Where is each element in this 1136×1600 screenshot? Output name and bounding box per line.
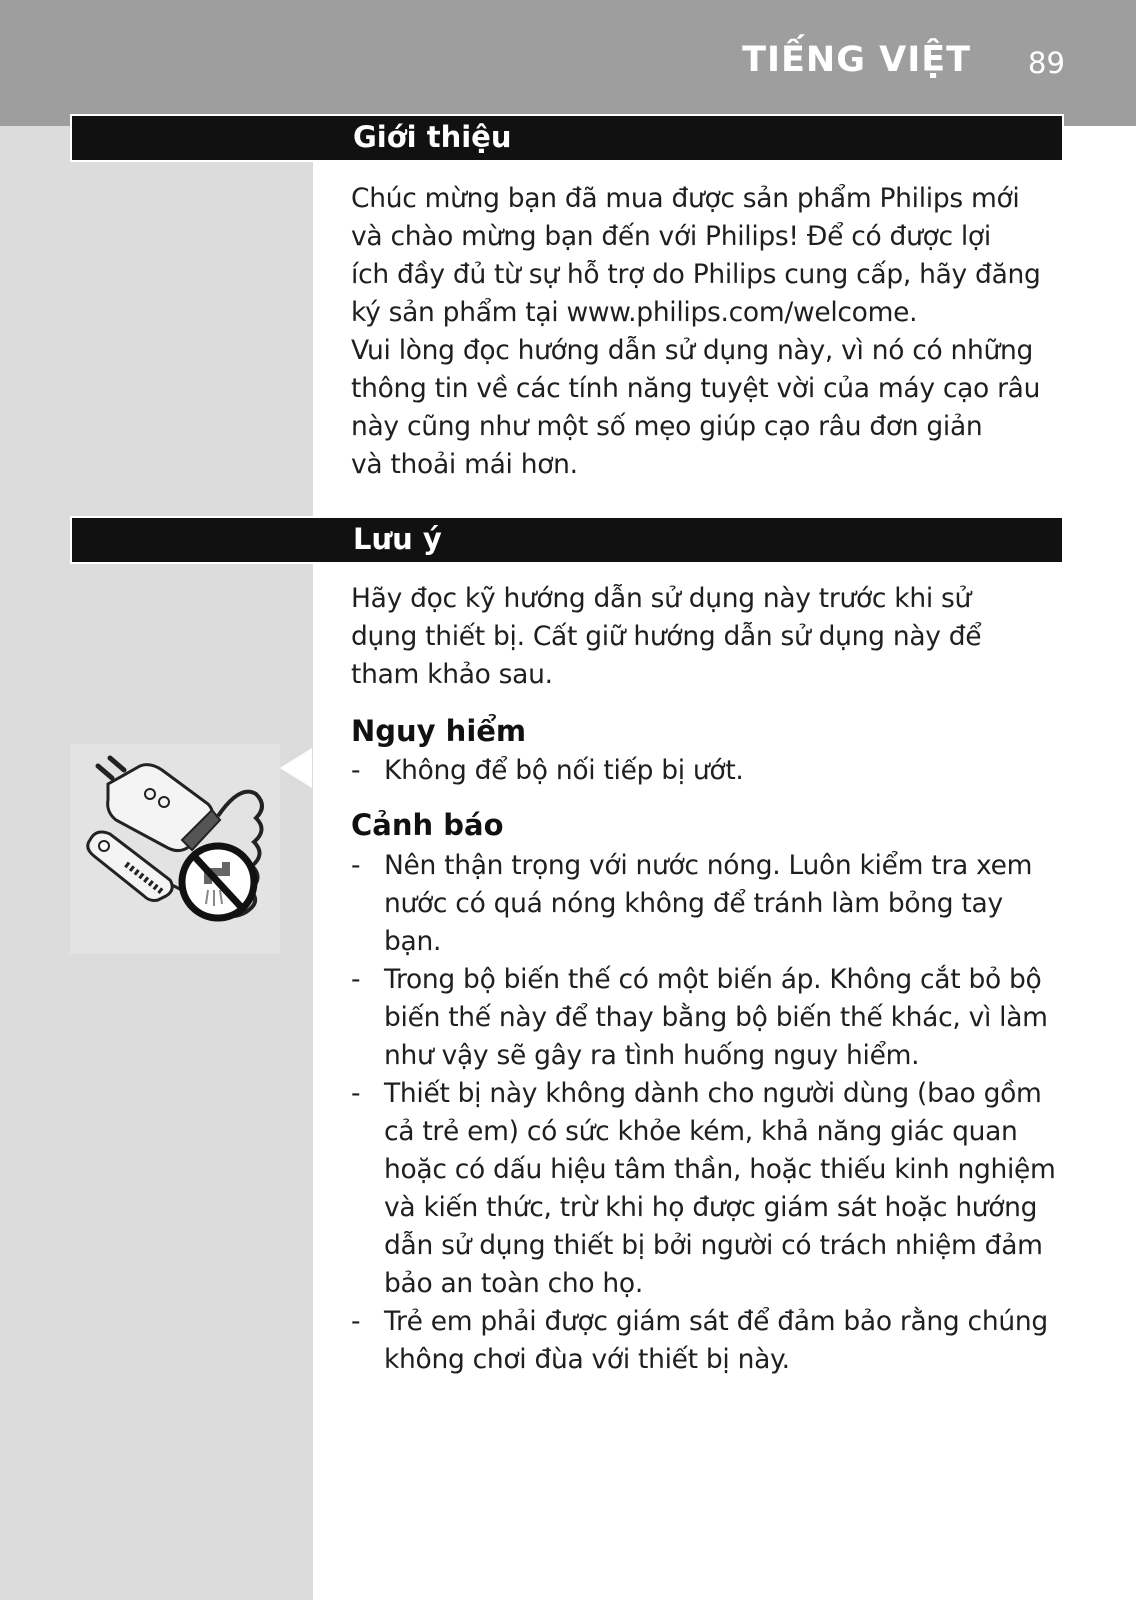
list-item-text: Không để bộ nối tiếp bị ướt. xyxy=(384,755,744,786)
text-line: Hãy đọc kỹ hướng dẫn sử dụng này trước khi sử xyxy=(351,583,972,614)
text-line: Vui lòng đọc hướng dẫn sử dụng này, vì nó có những xyxy=(351,335,1034,366)
section-bar-intro xyxy=(70,114,1064,162)
danger-list xyxy=(351,752,1066,790)
text-line: thông tin về các tính năng tuyệt vời của máy cạo râu xyxy=(351,373,1041,404)
text-line: ích đầy đủ từ sự hỗ trợ do Philips cung cấp, hãy đăng xyxy=(351,259,1041,290)
list-item-text: Nên thận trọng với nước nóng. Luôn kiểm tra xem nước có quá nóng không để tránh làm bỏng tay bạn. xyxy=(384,850,1033,957)
text-line: tham khảo sau. xyxy=(351,659,553,690)
list-item-text: Thiết bị này không dành cho người dùng (bao gồm cả trẻ em) có sức khỏe kém, khả năng giác quan hoặc có dấu hiệu tâm thần, hoặc thiếu kinh nghiệm và kiến thức, trừ khi họ được giám sát hoặc hướng dẫn sử dụng thiết bị bởi người có trách nhiệm đảm bảo an toàn cho họ. xyxy=(384,1078,1056,1299)
list-item xyxy=(351,752,1066,790)
danger-heading: Nguy hiểm xyxy=(351,714,527,748)
illustration-pointer xyxy=(280,748,312,788)
dash-marker: - xyxy=(351,755,361,786)
page-number: 89 xyxy=(1028,46,1065,80)
list-item xyxy=(351,1075,1066,1303)
text-line: ký sản phẩm tại www.philips.com/welcome. xyxy=(351,297,918,328)
list-item xyxy=(351,1303,1066,1379)
section-heading-notes: Lưu ý xyxy=(353,522,442,556)
section-heading-intro: Giới thiệu xyxy=(353,120,512,154)
list-item-text: Trong bộ biến thế có một biến áp. Không cắt bỏ bộ biến thế này để thay bằng bộ biến thế khác, vì làm như vậy sẽ gây ra tình huống nguy hiểm. xyxy=(384,964,1048,1071)
text-line: Chúc mừng bạn đã mua được sản phẩm Philips mới xyxy=(351,183,1020,214)
list-item xyxy=(351,961,1066,1075)
section-bar-notes xyxy=(70,516,1064,564)
text-line: dụng thiết bị. Cất giữ hướng dẫn sử dụng này để xyxy=(351,621,982,652)
text-line: này cũng như một số mẹo giúp cạo râu đơn giản xyxy=(351,411,983,442)
dash-marker: - xyxy=(351,1306,361,1337)
notes-paragraph xyxy=(351,580,1066,694)
dash-marker: - xyxy=(351,964,361,995)
dash-marker: - xyxy=(351,1078,361,1109)
warning-heading: Cảnh báo xyxy=(351,808,504,842)
dash-marker: - xyxy=(351,850,361,881)
list-item-text: Trẻ em phải được giám sát để đảm bảo rằng chúng không chơi đùa với thiết bị này. xyxy=(384,1306,1048,1375)
list-item xyxy=(351,847,1066,961)
intro-paragraph xyxy=(351,180,1066,484)
text-line: và chào mừng bạn đến với Philips! Để có được lợi xyxy=(351,221,991,252)
adapter-no-water-icon xyxy=(70,744,280,954)
text-line: và thoải mái hơn. xyxy=(351,449,578,480)
language-title: TIẾNG VIỆT xyxy=(742,40,971,80)
warning-list xyxy=(351,847,1066,1379)
